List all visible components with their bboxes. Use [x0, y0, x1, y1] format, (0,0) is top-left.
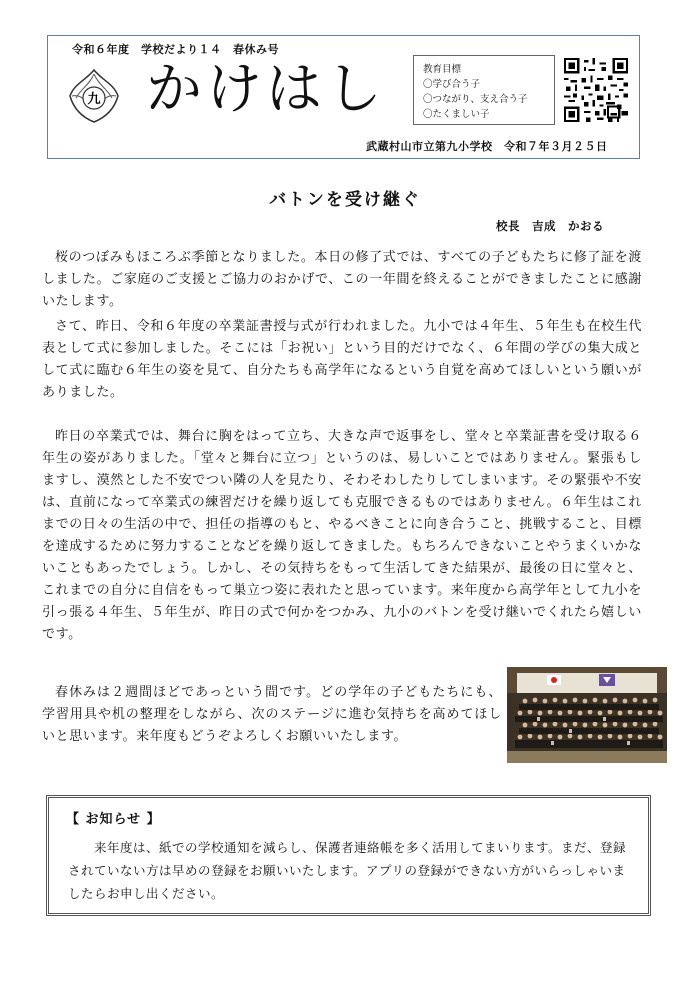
issue-line: 令和６年度 学校だより１４ 春休み号	[72, 43, 279, 56]
goals-heading: 教育目標	[423, 64, 462, 75]
goal-item: 〇たくましい子	[423, 109, 490, 120]
emblem-char: 九	[87, 92, 101, 107]
notice-title: 【 お知らせ 】	[66, 812, 161, 827]
notice-text: 来年度は、紙での学校通知を減らし、保護者連絡帳を多く活用してまいります。まだ、登録されていない方は早めの登録をお願いいたします。アプリの登録ができない方がいらっしゃいましたらお申し出ください。	[68, 840, 627, 901]
goal-item: 〇学び合う子	[423, 79, 481, 90]
newsletter-title: かけはし	[146, 57, 386, 122]
article-author: 校長 吉成 かおる	[496, 219, 604, 233]
article-paragraph: 春休みは２週間ほどであっという間です。どの学年の子どもたちにも、学習用具や机の整理をしながら、次のステージに進む気持ちを高めてほしいと思います。来年度もどうぞよろしくお願いいたします。	[42, 685, 502, 744]
school-emblem-icon	[66, 66, 122, 126]
goal-item: 〇つながり、支え合う子	[423, 94, 528, 105]
graduation-group-photo	[507, 667, 667, 763]
school-date-line: 武蔵村山市立第九小学校 令和７年３月２５日	[366, 140, 608, 153]
article-paragraph: 桜のつぼみもほころぶ季節となりました。本日の修了式では、すべての子どもたちに修了証を渡しました。ご家庭のご支援とご協力のおかげで、この一年間を終えることができましたことに感謝いたします。	[42, 250, 642, 309]
education-goals	[413, 55, 555, 125]
article-paragraph: さて、昨日、令和６年度の卒業証書授与式が行われました。九小では４年生、５年生も在校生代表として式に参加しました。そこには「お祝い」という目的だけでなく、６年間の学びの集大成として式に臨む６年生の姿を見て、自分たちも高学年になるという自覚を高めてほしいという願いがありました。	[42, 319, 642, 400]
article-title: バトンを受け継ぐ	[269, 190, 421, 210]
article-paragraph: 昨日の卒業式では、舞台に胸をはって立ち、大きな声で返事をし、堂々と卒業証書を受け取る６年生の姿がありました。「堂々と舞台に立つ」というのは、易しいことではありません。緊張もしますし、漠然とした不安でつい隣の人を見たり、そわそわしたりしてしまいます。その緊張や不安は、直前になって卒業式の練習だけを繰り返しても克服できるものではありません。６年生はこれまでの日々の生活の中で、担任の指導のもと、やるべきことに向き合うこと、挑戦すること、目標を達成するために努力することなどを繰り返してきました。もちろんできないことやうまくいかないこともあったでしょう。しかし、その気持ちをもって生活してきた結果が、最後の日に堂々と、これまでの自分に自信をもって巣立つ姿に表れたと思っています。来年度から高学年として九小を引っ張る４年生、５年生が、昨日の式で何かをつかみ、九小のバトンを受け継いでくれたら嬉しいです。	[42, 429, 642, 642]
qr-code-icon[interactable]	[564, 58, 628, 122]
